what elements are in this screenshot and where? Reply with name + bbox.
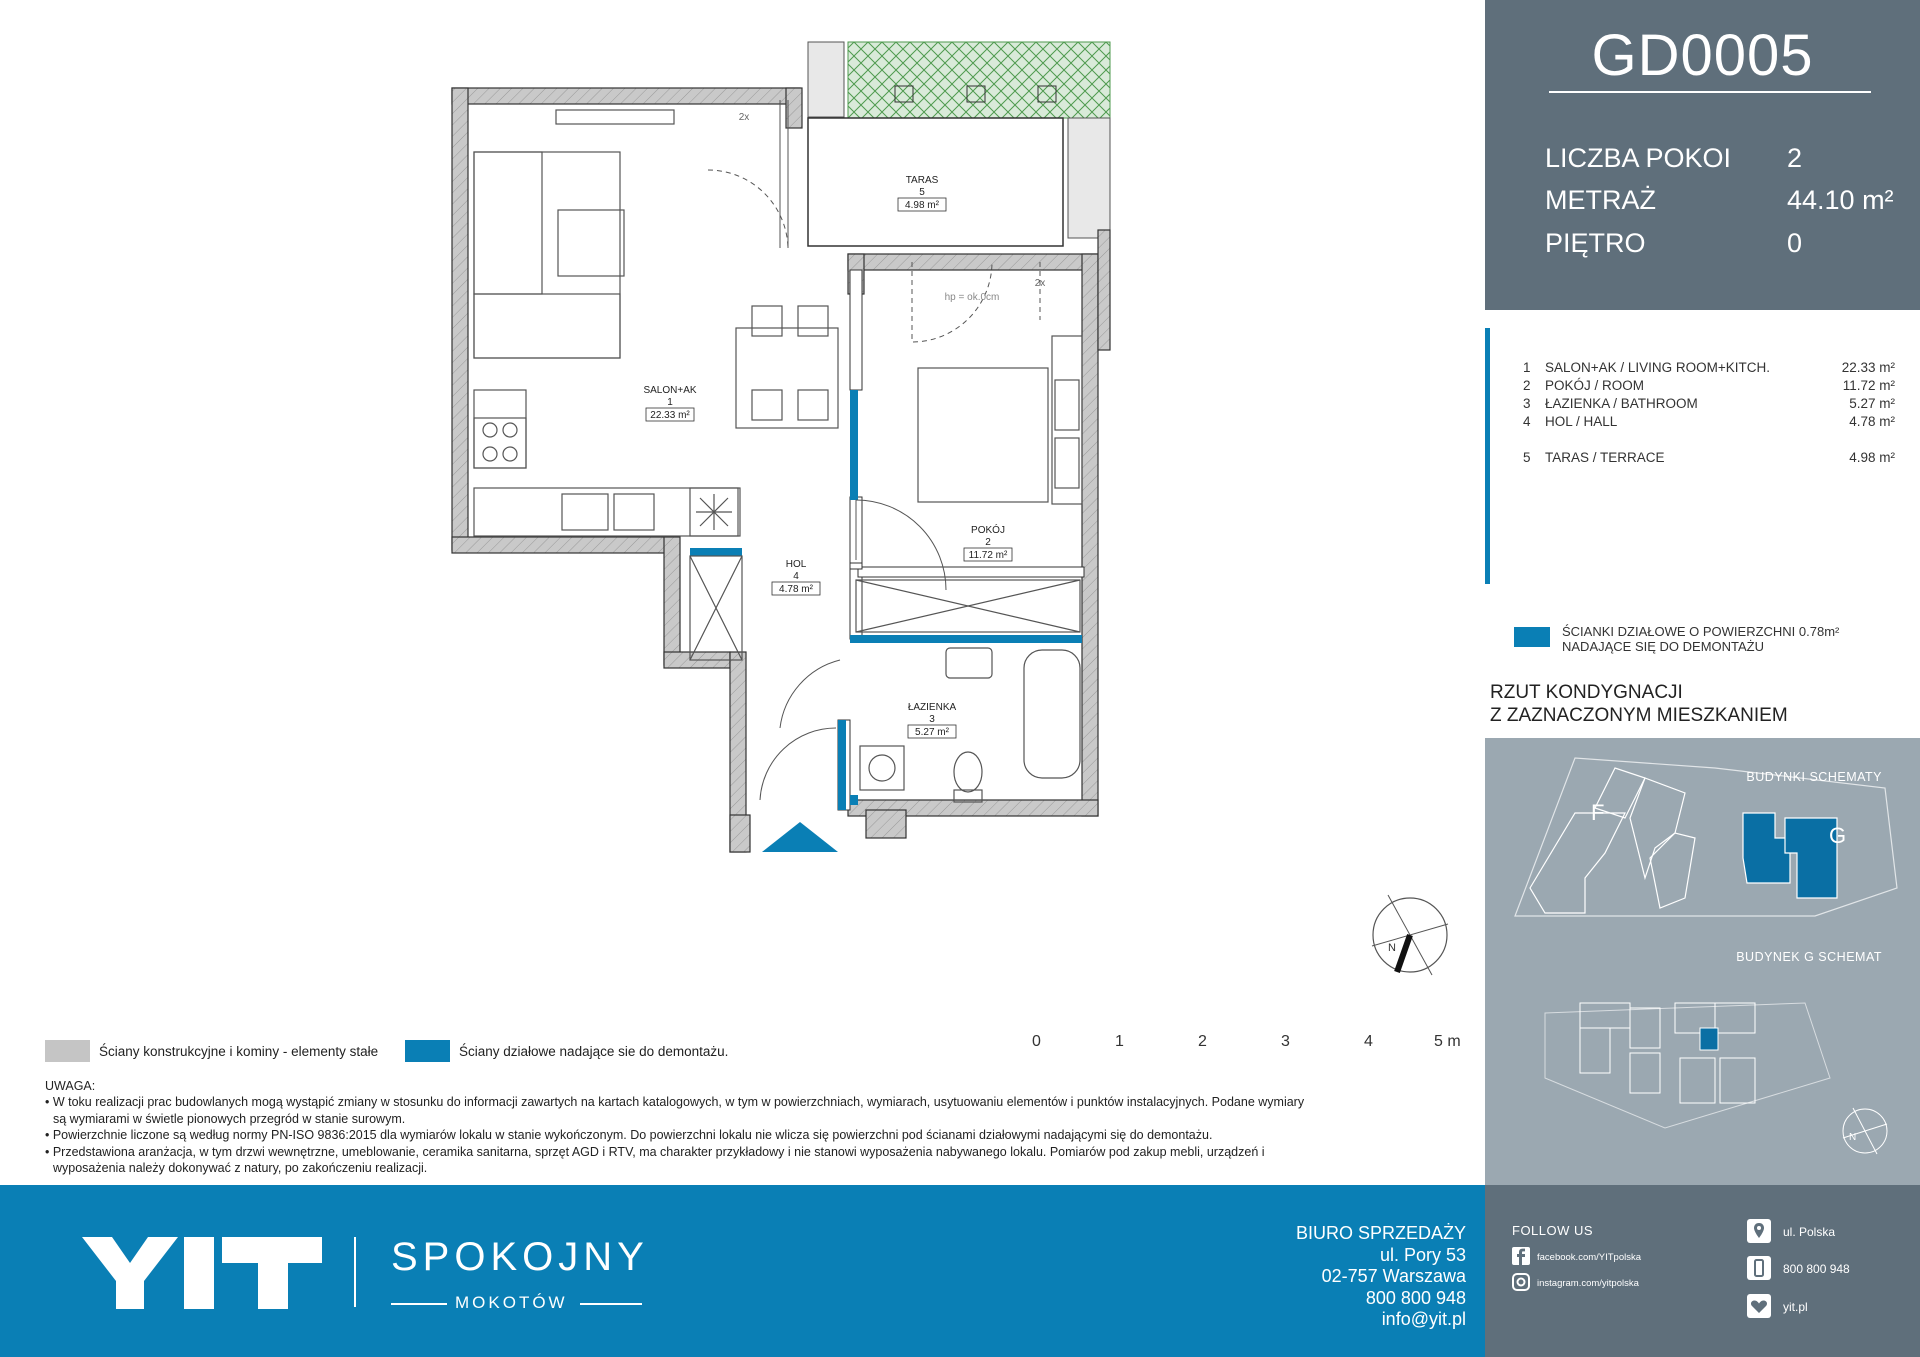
phone-icon bbox=[1747, 1256, 1771, 1280]
partition-walls bbox=[838, 270, 1084, 810]
plan-mark: hp = ok.0cm bbox=[944, 292, 1000, 303]
room-label-area: 11.72 m² bbox=[968, 550, 1008, 561]
room-no: 2 bbox=[1523, 378, 1531, 393]
disclaimer-line: • Przedstawiona aranżacja, w tym drzwi wewnętrzne, umeblowanie, ceramika sanitarna, sprzęt AGD i RTV, ma charakter przykładowy i nie stanowi wyposażenia nabywanego lokalu. Pomiarów pod zakup mebli, urządzeń i bbox=[45, 1144, 1265, 1159]
room-label-no: 2 bbox=[985, 537, 991, 548]
rooms-accent-bar bbox=[1485, 328, 1490, 584]
legend-partition: Ściany działowe nadające sie do demontażu. bbox=[459, 1044, 729, 1059]
room-row bbox=[1523, 360, 1895, 378]
scale-tick: 5 m bbox=[1434, 1033, 1461, 1050]
grass-area bbox=[848, 42, 1110, 118]
heart-icon bbox=[1747, 1294, 1771, 1318]
instagram-link[interactable]: instagram.com/yitpolska bbox=[1537, 1278, 1639, 1289]
code-underline bbox=[1549, 91, 1871, 93]
scale-tick: 0 bbox=[1032, 1033, 1041, 1050]
plan-mark: 2x bbox=[738, 112, 750, 123]
room-row bbox=[1523, 378, 1895, 396]
demountable-walls bbox=[690, 390, 1082, 810]
office-line: 02-757 Warszawa bbox=[1321, 1266, 1466, 1286]
room-row bbox=[1523, 450, 1895, 468]
room-area: 4.98 m² bbox=[1849, 450, 1895, 465]
project-name: SPOKOJNY bbox=[391, 1235, 649, 1279]
room-label-name: HOL bbox=[785, 559, 807, 570]
facebook-icon[interactable] bbox=[1512, 1247, 1530, 1265]
room-row bbox=[1523, 414, 1895, 432]
demolition-note: ŚCIANKI DZIAŁOWE O POWIERZCHNI 0.78m² NADAJĄCE SIĘ DO DEMONTAŻU bbox=[1562, 624, 1840, 654]
room-area: 5.27 m² bbox=[1849, 396, 1895, 411]
location-icon bbox=[1747, 1219, 1771, 1243]
room-label-area: 5.27 m² bbox=[915, 727, 949, 738]
scale-tick: 4 bbox=[1364, 1033, 1373, 1050]
office-line: ul. Pory 53 bbox=[1379, 1244, 1466, 1265]
legend-swatch-partition bbox=[405, 1040, 450, 1062]
room-row bbox=[1523, 396, 1895, 414]
room-label-area: 4.78 m² bbox=[779, 584, 813, 595]
room-area: 11.72 m² bbox=[1842, 378, 1895, 393]
room-label-no: 3 bbox=[929, 714, 935, 725]
scale-tick: 2 bbox=[1198, 1033, 1207, 1050]
map-compass bbox=[1843, 1108, 1887, 1154]
stat-value-rooms: 2 bbox=[1787, 143, 1803, 173]
room-no: 3 bbox=[1523, 396, 1531, 411]
footer-contact-panel bbox=[1485, 1185, 1920, 1357]
brand-line bbox=[391, 1303, 447, 1305]
contact-address: ul. Polska bbox=[1783, 1225, 1836, 1239]
disclaimer bbox=[45, 1078, 1445, 1176]
district-name: MOKOTÓW bbox=[455, 1293, 568, 1312]
room-label-no: 1 bbox=[667, 397, 673, 408]
stat-label-floor: PIĘTRO bbox=[1545, 228, 1646, 258]
facebook-link[interactable]: facebook.com/YITpolska bbox=[1537, 1252, 1642, 1263]
room-label-no: 4 bbox=[793, 571, 799, 582]
instagram-icon[interactable] bbox=[1512, 1273, 1530, 1291]
room-label-area: 4.98 m² bbox=[905, 200, 939, 211]
bathroom-fixtures bbox=[860, 648, 1080, 802]
hall-wardrobe bbox=[690, 556, 742, 660]
room-name: POKÓJ / ROOM bbox=[1545, 378, 1645, 393]
terrace-planter bbox=[808, 42, 844, 117]
disclaimer-title: UWAGA: bbox=[45, 1079, 96, 1093]
room-no: 4 bbox=[1523, 414, 1531, 429]
scale-tick: 3 bbox=[1281, 1033, 1290, 1050]
demolition-swatch bbox=[1514, 627, 1550, 647]
brand-separator bbox=[354, 1237, 356, 1307]
floor-plan-title bbox=[1490, 681, 1788, 727]
map-building-g: G bbox=[1829, 823, 1847, 848]
legend-structural: Ściany konstrukcyjne i kominy - elementy stałe bbox=[99, 1044, 379, 1059]
contact-phone[interactable]: 800 800 948 bbox=[1783, 1262, 1850, 1276]
legend-swatch-structural bbox=[45, 1040, 90, 1062]
living-furniture bbox=[474, 110, 838, 536]
compass bbox=[1372, 895, 1448, 975]
room-label-area: 22.33 m² bbox=[650, 410, 690, 421]
room-no: 1 bbox=[1523, 360, 1531, 375]
map-building-f: F bbox=[1591, 800, 1605, 825]
stat-value-area: 44.10 m² bbox=[1787, 185, 1894, 215]
map-label-building-g: BUDYNEK G SCHEMAT bbox=[1736, 950, 1882, 964]
yit-logo bbox=[82, 1237, 322, 1309]
plan-mark: 2x bbox=[1034, 278, 1046, 289]
entrance-marker bbox=[762, 822, 838, 852]
room-label-no: 5 bbox=[919, 187, 925, 198]
room-label-name: TARAS bbox=[905, 175, 939, 186]
room-label-name: ŁAZIENKA bbox=[907, 702, 957, 713]
room-area: 4.78 m² bbox=[1849, 414, 1895, 429]
stat-label-area: METRAŻ bbox=[1545, 185, 1656, 215]
office-line: BIURO SPRZEDAŻY bbox=[1295, 1223, 1466, 1243]
stat-value-floor: 0 bbox=[1787, 228, 1803, 258]
terrace-planter bbox=[1068, 118, 1110, 238]
map-unit-highlight bbox=[1700, 1028, 1718, 1050]
site-map-drawing bbox=[1485, 738, 1920, 1185]
follow-us-label: FOLLOW US bbox=[1512, 1223, 1594, 1238]
disclaimer-line: są wymiarami w świetle pionowych przegród w stanie surowym. bbox=[53, 1111, 406, 1126]
disclaimer-line: • Powierzchnie liczone są według normy PN-ISO 9836:2015 dla wymiarów lokalu w stanie wykończonym. Do powierzchni lokalu nie wlicza się powierzchni pod ścianami działowymi nadającymi się do demontażu. bbox=[45, 1128, 1213, 1143]
apartment-header bbox=[1485, 0, 1920, 310]
disclaimer-line: • W toku realizacji prac budowlanych mogą wystąpić zmiany w stosunku do informacji zawartych na kartach katalogowych, w tym w powierzchniach, wymiarach, usytuowaniu elementów i punktów instalacyjnych. Podane wymiary bbox=[45, 1095, 1305, 1110]
scale-tick: 1 bbox=[1115, 1033, 1124, 1050]
room-no: 5 bbox=[1523, 450, 1531, 465]
floor-plan-title-line: Z ZAZNACZONYM MIESZKANIEM bbox=[1490, 705, 1788, 726]
brand-line bbox=[580, 1303, 642, 1305]
room-label-name: POKÓJ bbox=[971, 525, 1005, 536]
room-name: SALON+AK / LIVING ROOM+KITCH. bbox=[1545, 360, 1771, 375]
office-email[interactable]: info@yit.pl bbox=[1381, 1309, 1466, 1329]
compass-north: N bbox=[1388, 942, 1396, 954]
bedroom-furniture bbox=[856, 336, 1082, 632]
office-phone[interactable]: 800 800 948 bbox=[1365, 1287, 1466, 1308]
map-label-buildings: BUDYNKI SCHEMATY bbox=[1746, 770, 1882, 784]
room-label-name: SALON+AK bbox=[643, 385, 697, 396]
floor-plan-title-line: RZUT KONDYGNACJI bbox=[1490, 682, 1683, 703]
room-name: HOL / HALL bbox=[1545, 414, 1618, 429]
sales-office bbox=[1296, 1223, 1466, 1331]
disclaimer-line: wyposażenia należy dokonywać z natury, po zakończeniu realizacji. bbox=[53, 1161, 428, 1176]
footer bbox=[0, 1185, 1920, 1357]
stat-label-rooms: LICZBA POKOI bbox=[1545, 143, 1732, 173]
site-map bbox=[1485, 738, 1920, 1185]
room-name: ŁAZIENKA / BATHROOM bbox=[1545, 396, 1698, 411]
apartment-code: GD0005 bbox=[1591, 23, 1814, 88]
room-area: 22.33 m² bbox=[1841, 360, 1895, 375]
contact-web[interactable]: yit.pl bbox=[1783, 1300, 1808, 1314]
room-name: TARAS / TERRACE bbox=[1545, 450, 1665, 465]
map-compass-north: N bbox=[1849, 1132, 1857, 1143]
